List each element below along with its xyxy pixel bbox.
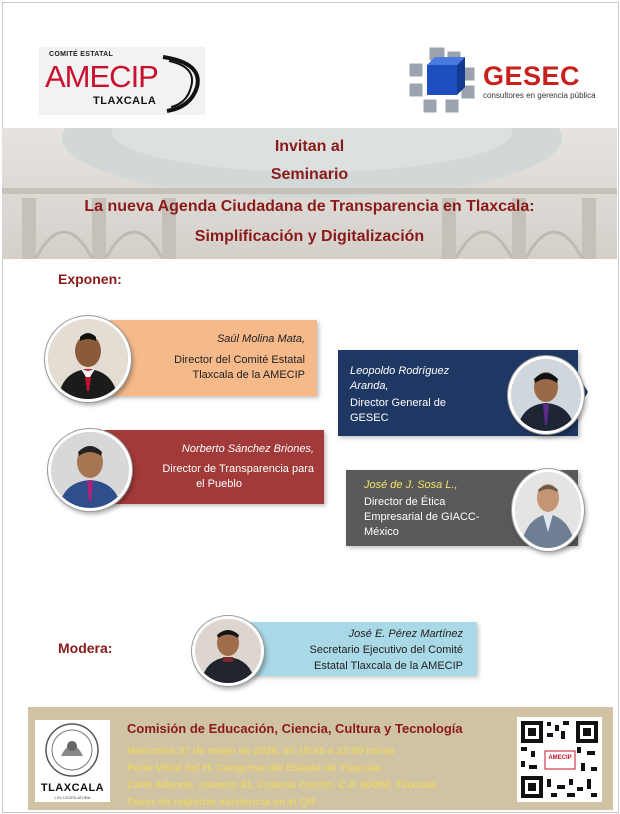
speaker-1-name: Saúl Molina Mata, xyxy=(216,333,305,345)
moderator-photo xyxy=(192,616,264,686)
person-icon xyxy=(511,359,581,431)
gesec-tagline: consultores en gerencia pública xyxy=(483,91,596,100)
amecip-small-label: COMITÉ ESTATAL xyxy=(49,51,114,58)
person-icon xyxy=(51,432,129,508)
event-address: Calle Allende, número 31, Colonia Centro, C.P. 90000, Tlaxcala xyxy=(127,779,437,791)
speaker-3-role-line2: el Pueblo xyxy=(196,478,242,490)
speaker-2-photo xyxy=(508,356,584,434)
banner-event-title: La nueva Agenda Ciudadana de Transparencia en Tlaxcala: xyxy=(84,198,535,215)
registration-qr-code[interactable] xyxy=(517,717,602,802)
speaker-2-name: Leopoldo Rodríguez xyxy=(350,365,450,377)
speakers-label: Exponen: xyxy=(58,271,122,287)
speaker-4-role-line2: Empresarial de GIACC- xyxy=(364,511,480,523)
amecip-swoosh-icon xyxy=(159,53,203,113)
speaker-4-photo xyxy=(512,469,584,551)
speaker-2-role-line1: Director General de xyxy=(350,397,446,409)
speaker-4-role-line3: México xyxy=(364,526,399,538)
cube-icon xyxy=(405,45,479,117)
speaker-card-3 xyxy=(104,430,324,504)
person-icon xyxy=(515,472,581,548)
state-seal-icon xyxy=(35,720,110,782)
qr-center-label: AMECIP xyxy=(548,755,572,761)
registration-note: Favor de registrar asistencia en el QR xyxy=(127,796,316,808)
commission-title: Comisión de Educación, Ciencia, Cultura y Tecnología xyxy=(127,721,463,736)
speaker-2-name-cont: Aranda, xyxy=(350,380,389,392)
seal-legislature: LXV LEGISLATURA xyxy=(54,795,91,800)
moderator-name: José E. Pérez Martínez xyxy=(348,628,463,640)
person-icon xyxy=(48,319,128,399)
speaker-1-photo xyxy=(45,316,131,402)
moderator-role-line1: Secretario Ejecutivo del Comité xyxy=(309,644,463,656)
gesec-logo xyxy=(405,45,605,117)
speaker-3-photo xyxy=(48,429,132,511)
congress-seal-logo xyxy=(35,720,110,802)
speaker-2-role-line2: GESEC xyxy=(350,412,389,424)
speaker-4-name: José de J. Sosa L., xyxy=(364,479,458,491)
speaker-1-role-line2: Tlaxcala de la AMECIP xyxy=(192,369,305,381)
person-icon xyxy=(195,619,261,683)
banner-invite: Invitan al xyxy=(274,138,345,155)
event-venue: Patio Vitral del H. Congreso del Estado de Tlaxcala xyxy=(127,762,381,774)
event-date: Miércoles 27 de mayo de 2026, de 10:45 a 13:00 horas xyxy=(127,745,395,757)
amecip-place: TLAXCALA xyxy=(93,95,157,107)
event-details-footer xyxy=(28,707,613,810)
moderator-card xyxy=(245,622,477,676)
speaker-3-role-line1: Director de Transparencia para xyxy=(162,463,314,475)
amecip-wordmark: AMECIP xyxy=(45,59,158,94)
amecip-logo xyxy=(39,47,205,115)
hero-banner xyxy=(2,128,617,259)
banner-event-type: Seminario xyxy=(270,166,349,183)
speaker-4-role-line1: Director de Ética xyxy=(364,496,446,508)
speaker-1-role-line1: Director del Comité Estatal xyxy=(174,354,305,366)
seal-place: TLAXCALA xyxy=(40,782,105,794)
gesec-wordmark: GESEC xyxy=(483,61,581,91)
speaker-3-name: Norberto Sánchez Briones, xyxy=(181,443,314,455)
moderator-label: Modera: xyxy=(58,640,113,656)
moderator-role-line2: Estatal Tlaxcala de la AMECIP xyxy=(314,660,463,672)
banner-event-subtitle: Simplificación y Digitalización xyxy=(194,228,425,245)
